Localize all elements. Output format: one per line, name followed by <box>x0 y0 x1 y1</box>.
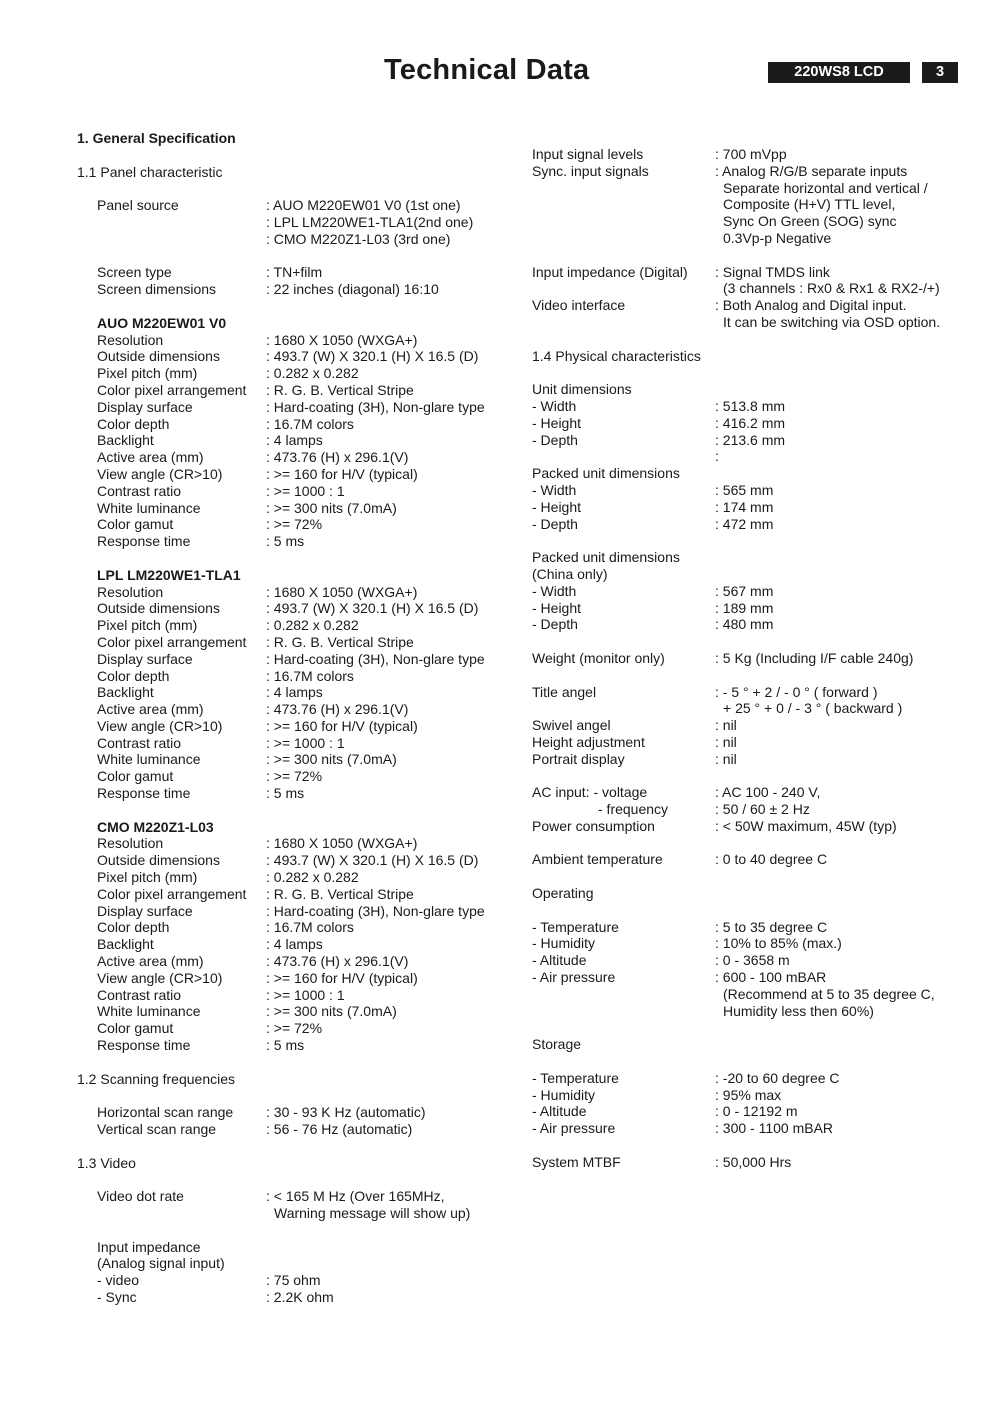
operating-title: Operating <box>532 885 594 902</box>
spec-value: : 5 Kg (Including I/F cable 240g) <box>715 649 914 666</box>
spec-label: Resolution <box>97 835 164 852</box>
spec-label: - Altitude <box>532 1103 587 1120</box>
spec-value: : Hard-coating (3H), Non-glare type <box>266 398 485 415</box>
spec-label: Backlight <box>97 432 154 449</box>
spec-label: Panel source <box>97 197 179 214</box>
spec-value: : >= 300 nits (7.0mA) <box>266 751 397 768</box>
right-column <box>532 146 972 1171</box>
panel-block <box>97 315 517 567</box>
spec-label: - Width <box>532 582 577 599</box>
section-video: 1.3 Video <box>77 1154 136 1171</box>
spec-value: : Hard-coating (3H), Non-glare type <box>266 902 485 919</box>
panel-name: CMO M220Z1-L03 <box>97 818 214 835</box>
spec-label: View angle (CR>10) <box>97 465 223 482</box>
spec-label: Color gamut <box>97 516 174 533</box>
spec-value: : >= 160 for H/V (typical) <box>266 465 418 482</box>
spec-value: + 25 ° + 0 / - 3 ° ( backward ) <box>723 700 903 717</box>
spec-value: : 493.7 (W) X 320.1 (H) X 16.5 (D) <box>266 348 479 365</box>
spec-value: : < 165 M Hz (Over 165MHz, <box>266 1188 445 1205</box>
spec-label: - Depth <box>532 616 578 633</box>
spec-value: : 0.282 x 0.282 <box>266 617 359 634</box>
panel-block <box>97 819 517 1071</box>
spec-value: : 95% max <box>715 1086 782 1103</box>
spec-value: : 473.76 (H) x 296.1(V) <box>266 953 409 970</box>
panel-name: AUO M220EW01 V0 <box>97 314 227 331</box>
spec-value: : <box>715 448 719 465</box>
spec-value: : Hard-coating (3H), Non-glare type <box>266 650 485 667</box>
spec-value: : 0 to 40 degree C <box>715 851 828 868</box>
spec-value: : Both Analog and Digital input. <box>715 297 907 314</box>
left-column <box>77 130 517 1306</box>
section-physical: 1.4 Physical characteristics <box>532 347 701 364</box>
spec-value: : 2.2K ohm <box>266 1288 334 1305</box>
spec-value: Warning message will show up) <box>274 1205 471 1221</box>
packed-china-subtitle: (China only) <box>532 565 608 582</box>
spec-label: - Temperature <box>532 1069 619 1086</box>
spec-value: : 0 - 12192 m <box>715 1103 798 1120</box>
packed-china-list <box>532 583 972 633</box>
spec-value: : 1680 X 1050 (WXGA+) <box>266 331 418 348</box>
spec-label: Color depth <box>97 919 170 936</box>
spec-label: Pixel pitch (mm) <box>97 617 198 634</box>
spec-value: : 189 mm <box>715 599 774 616</box>
section-scanning: 1.2 Scanning frequencies <box>77 1070 235 1087</box>
spec-label: Input impedance (Digital) <box>532 263 688 280</box>
spec-value: : 513.8 mm <box>715 397 786 414</box>
spec-value: : >= 1000 : 1 <box>266 986 345 1003</box>
storage-list <box>532 1070 972 1137</box>
spec-label: Height adjustment <box>532 733 645 750</box>
spec-label: Pixel pitch (mm) <box>97 869 198 886</box>
spec-value: : AC 100 - 240 V, <box>715 784 821 801</box>
spec-value: : 472 mm <box>715 515 774 532</box>
section-general-spec: 1. General Specification <box>77 130 236 146</box>
panel-source-block <box>77 197 517 1070</box>
spec-label: Color pixel arrangement <box>97 381 247 398</box>
spec-label: Ambient temperature <box>532 851 663 868</box>
spec-label: Outside dimensions <box>97 852 220 869</box>
panel-name: LPL LM220WE1-TLA1 <box>97 566 241 583</box>
spec-label: Display surface <box>97 650 193 667</box>
spec-label: - Depth <box>532 515 578 532</box>
spec-value: : 600 - 100 mBAR <box>715 969 827 986</box>
spec-label: Pixel pitch (mm) <box>97 365 198 382</box>
spec-label: Portrait display <box>532 750 625 767</box>
spec-value: : 75 ohm <box>266 1272 321 1289</box>
spec-value: : 567 mm <box>715 582 774 599</box>
spec-value: : 416.2 mm <box>715 414 786 431</box>
spec-label: - video <box>97 1272 140 1289</box>
spec-value: : 50 / 60 ± 2 Hz <box>715 801 810 818</box>
spec-label: Color gamut <box>97 1020 174 1037</box>
spec-label: Backlight <box>97 936 154 953</box>
spec-value: : R. G. B. Vertical Stripe <box>266 633 414 650</box>
spec-value: : Signal TMDS link <box>715 263 830 280</box>
spec-label: Video dot rate <box>97 1188 184 1205</box>
spec-value: : nil <box>715 733 737 750</box>
spec-label: - Height <box>532 414 582 431</box>
spec-label: Contrast ratio <box>97 734 182 751</box>
video-block <box>77 1188 517 1306</box>
spec-label: Screen type <box>97 264 172 281</box>
spec-label: Color pixel arrangement <box>97 633 247 650</box>
spec-label: View angle (CR>10) <box>97 717 223 734</box>
storage-title: Storage <box>532 1036 582 1053</box>
spec-label: Outside dimensions <box>97 348 220 365</box>
spec-label: View angle (CR>10) <box>97 969 223 986</box>
spec-value: : >= 300 nits (7.0mA) <box>266 1003 397 1020</box>
spec-value: : 30 - 93 K Hz (automatic) <box>266 1104 426 1121</box>
spec-label: Screen dimensions <box>97 281 217 298</box>
spec-label: Color depth <box>97 415 170 432</box>
page-title: Technical Data <box>384 54 590 86</box>
spec-value: Humidity less then 60%) <box>723 1002 874 1019</box>
spec-value: Separate horizontal and vertical / <box>723 179 928 196</box>
operating-list <box>532 919 972 986</box>
spec-label: Response time <box>97 785 191 802</box>
unit-dimensions-list <box>532 398 972 465</box>
spec-value: : 5 ms <box>266 533 305 550</box>
spec-value: : nil <box>715 750 737 767</box>
spec-label: - Width <box>532 481 577 498</box>
spec-label: Response time <box>97 1037 191 1054</box>
spec-label: Input signal levels <box>532 146 644 162</box>
spec-value: 0.3Vp-p Negative <box>723 229 832 246</box>
spec-value: : AUO M220EW01 V0 (1st one) <box>266 197 461 214</box>
spec-label: - Depth <box>532 431 578 448</box>
spec-value: : 480 mm <box>715 616 774 633</box>
model-badge: 220WS8 LCD <box>768 62 910 83</box>
spec-label: - Height <box>532 498 582 515</box>
spec-label: - Sync <box>97 1288 137 1305</box>
spec-value: : 1680 X 1050 (WXGA+) <box>266 583 418 600</box>
spec-label: Video interface <box>532 297 626 314</box>
spec-value: : 700 mVpp <box>715 146 787 162</box>
spec-value: : R. G. B. Vertical Stripe <box>266 381 414 398</box>
spec-value: : nil <box>715 717 737 734</box>
spec-label: - Width <box>532 397 577 414</box>
spec-value: : 493.7 (W) X 320.1 (H) X 16.5 (D) <box>266 600 479 617</box>
spec-value: : 16.7M colors <box>266 415 354 432</box>
packed-dimensions-list <box>532 482 972 532</box>
packed-dimensions-title: Packed unit dimensions <box>532 465 680 482</box>
spec-label: - Humidity <box>532 935 596 952</box>
spec-label: - Height <box>532 599 582 616</box>
spec-value: : Analog R/G/B separate inputs <box>715 162 908 179</box>
spec-value: : 16.7M colors <box>266 667 354 684</box>
spec-label: Display surface <box>97 398 193 415</box>
spec-value: : 4 lamps <box>266 936 323 953</box>
spec-label: Sync. input signals <box>532 162 649 179</box>
spec-value: Sync On Green (SOG) sync <box>723 213 897 230</box>
spec-value: : 1680 X 1050 (WXGA+) <box>266 835 418 852</box>
spec-label: Power consumption <box>532 817 655 834</box>
spec-value: : 473.76 (H) x 296.1(V) <box>266 449 409 466</box>
spec-value: : 174 mm <box>715 498 774 515</box>
spec-label: (Analog signal input) <box>97 1255 225 1272</box>
spec-value: : 213.6 mm <box>715 431 786 448</box>
spec-value: : R. G. B. Vertical Stripe <box>266 885 414 902</box>
spec-label: Swivel angel <box>532 717 611 734</box>
panel-block <box>97 567 517 819</box>
spec-value: : 473.76 (H) x 296.1(V) <box>266 701 409 718</box>
spec-value: : 56 - 76 Hz (automatic) <box>266 1121 413 1138</box>
panel-list <box>97 315 517 1071</box>
spec-value: : >= 72% <box>266 516 323 533</box>
spec-value: (3 channels : Rx0 & Rx1 & RX2-/+) <box>723 280 940 297</box>
spec-value: : >= 300 nits (7.0mA) <box>266 499 397 516</box>
spec-value: : 50,000 Hrs <box>715 1153 792 1170</box>
spec-label: - Air pressure <box>532 969 616 986</box>
spec-label: System MTBF <box>532 1153 621 1170</box>
spec-label: White luminance <box>97 751 201 768</box>
spec-value: : >= 160 for H/V (typical) <box>266 717 418 734</box>
spec-value: : 4 lamps <box>266 432 323 449</box>
spec-label: - Humidity <box>532 1086 596 1103</box>
spec-label: Title angel <box>532 683 597 700</box>
spec-value: : 493.7 (W) X 320.1 (H) X 16.5 (D) <box>266 852 479 869</box>
spec-label: White luminance <box>97 1003 201 1020</box>
spec-label: Backlight <box>97 684 154 701</box>
spec-value: : 4 lamps <box>266 684 323 701</box>
spec-label <box>532 448 715 465</box>
spec-label: Display surface <box>97 902 193 919</box>
spec-label: Response time <box>97 533 191 550</box>
spec-value: : 5 ms <box>266 785 305 802</box>
spec-value: : 565 mm <box>715 481 774 498</box>
spec-label: Active area (mm) <box>97 449 204 466</box>
page-number: 3 <box>922 62 958 83</box>
spec-value: : >= 160 for H/V (typical) <box>266 969 418 986</box>
spec-value: : 0 - 3658 m <box>715 952 790 969</box>
spec-value: : LPL LM220WE1-TLA1(2nd one) <box>266 213 474 230</box>
spec-value: : 0.282 x 0.282 <box>266 869 359 886</box>
spec-value: : >= 1000 : 1 <box>266 482 345 499</box>
spec-value: : >= 72% <box>266 1020 323 1037</box>
spec-value: : < 50W maximum, 45W (typ) <box>715 817 897 834</box>
spec-label: Color depth <box>97 667 170 684</box>
spec-label: Color pixel arrangement <box>97 885 247 902</box>
spec-label: Contrast ratio <box>97 482 182 499</box>
section-panel-characteristic: 1.1 Panel characteristic <box>77 163 223 180</box>
spec-label: AC input: - voltage <box>532 784 648 801</box>
spec-value: : 0.282 x 0.282 <box>266 365 359 382</box>
spec-label: - Air pressure <box>532 1120 616 1137</box>
spec-value: : 10% to 85% (max.) <box>715 935 842 952</box>
spec-label: Color gamut <box>97 768 174 785</box>
spec-value: : 16.7M colors <box>266 919 354 936</box>
spec-label: - frequency <box>598 801 669 818</box>
spec-value: : TN+film <box>266 264 323 281</box>
spec-value: : 300 - 1100 mBAR <box>715 1120 834 1137</box>
spec-label: Vertical scan range <box>97 1121 217 1138</box>
spec-label: Outside dimensions <box>97 600 220 617</box>
spec-label: - Altitude <box>532 952 587 969</box>
spec-value: It can be switching via OSD option. <box>723 313 941 330</box>
spec-value: : >= 72% <box>266 768 323 785</box>
spec-value: Composite (H+V) TTL level, <box>723 196 896 213</box>
spec-label: Active area (mm) <box>97 953 204 970</box>
spec-label: Resolution <box>97 583 164 600</box>
spec-value: : - 5 ° + 2 / - 0 ° ( forward ) <box>715 683 878 700</box>
spec-label: - Temperature <box>532 918 619 935</box>
spec-value: : >= 1000 : 1 <box>266 734 345 751</box>
spec-label: Contrast ratio <box>97 986 182 1003</box>
spec-value: : CMO M220Z1-L03 (3rd one) <box>266 230 451 247</box>
spec-label: Weight (monitor only) <box>532 649 665 666</box>
scanning-block <box>77 1104 517 1138</box>
spec-value: : 5 to 35 degree C <box>715 918 828 935</box>
spec-value: (Recommend at 5 to 35 degree C, <box>723 985 935 1002</box>
spec-value: : -20 to 60 degree C <box>715 1069 840 1086</box>
spec-value: : 22 inches (diagonal) 16:10 <box>266 281 439 298</box>
spec-label: Input impedance <box>97 1238 201 1255</box>
spec-value: : 5 ms <box>266 1037 305 1054</box>
packed-china-title: Packed unit dimensions <box>532 549 680 566</box>
spec-label: Horizontal scan range <box>97 1104 234 1121</box>
spec-label: Active area (mm) <box>97 701 204 718</box>
spec-label: Resolution <box>97 331 164 348</box>
unit-dimensions-title: Unit dimensions <box>532 381 632 398</box>
spec-label: White luminance <box>97 499 201 516</box>
